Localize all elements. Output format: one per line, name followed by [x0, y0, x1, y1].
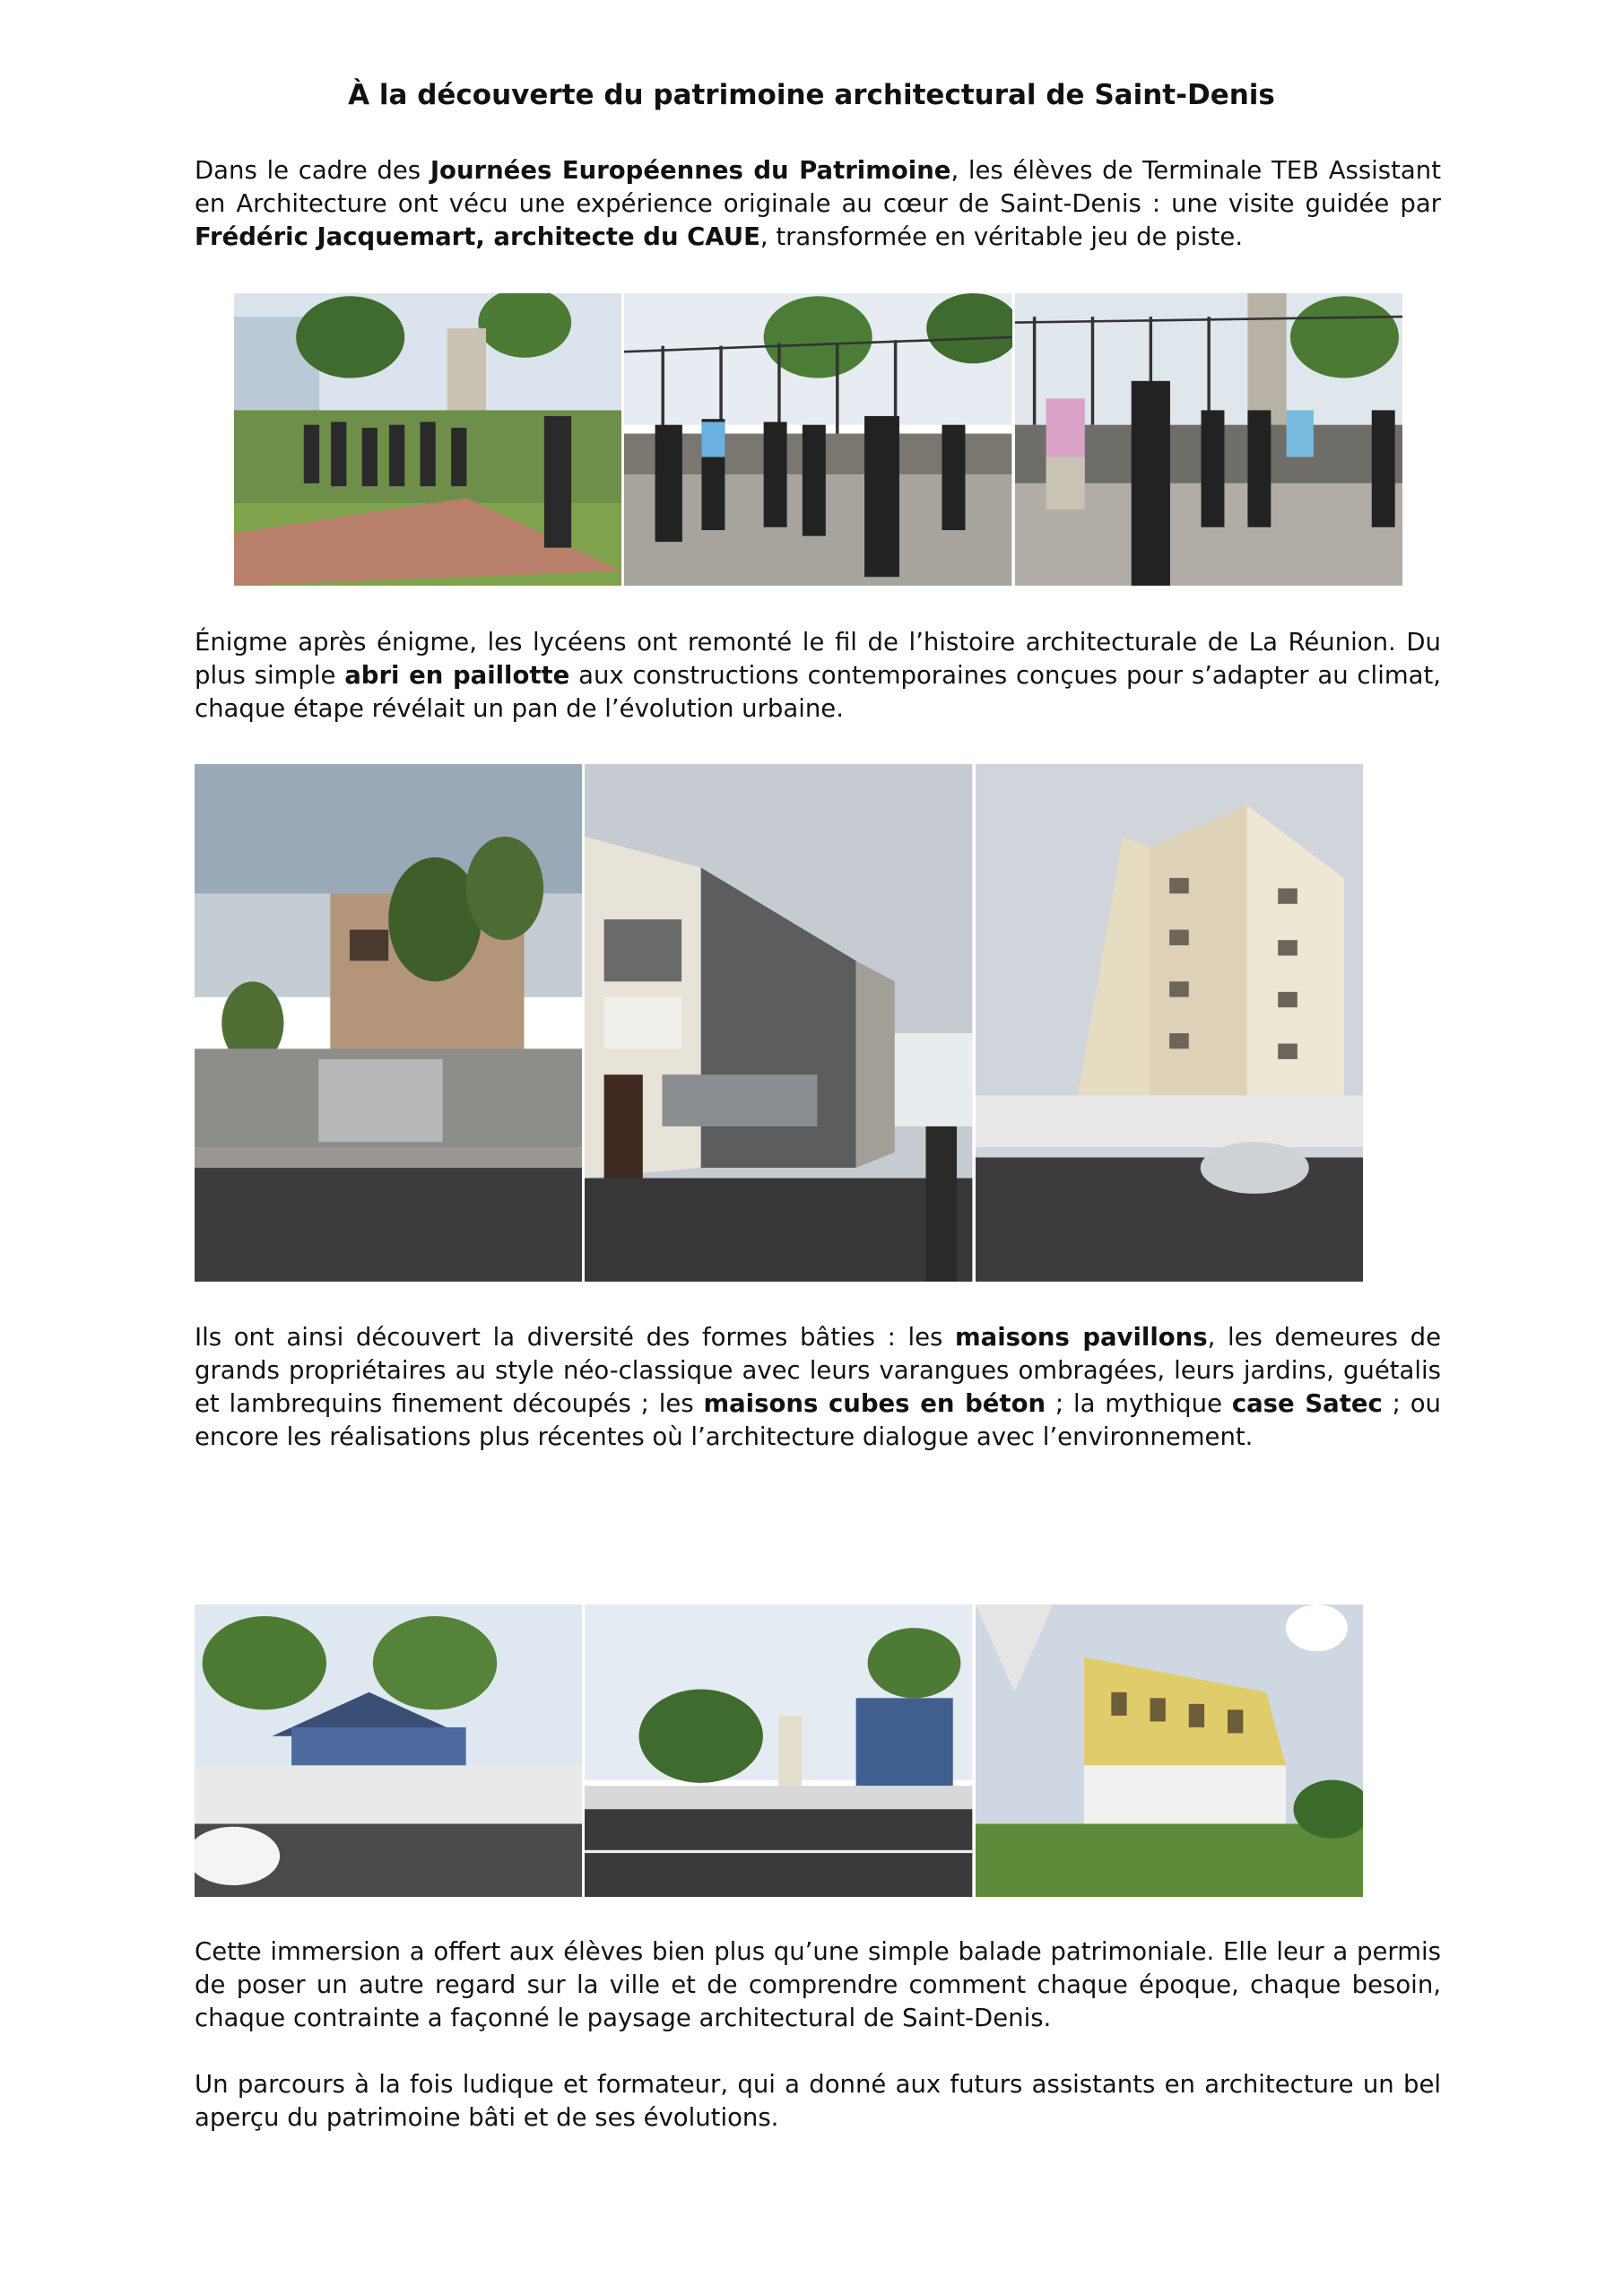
photo-yellow-manor — [976, 1605, 1363, 1897]
page-title: À la découverte du patrimoine architectural de Saint-Denis — [348, 79, 1275, 111]
photo-strip-buildings — [195, 764, 1363, 1282]
immersion-paragraph: Cette immersion a offert aux élèves bien plus qu’une simple balade patrimoniale. Elle leur a permis de poser un autre regard sur la ville et de comprendre comment chaque époque, chaque besoin, chaque contrainte a façonné le paysage architectural de Saint-Denis. — [195, 1937, 1441, 2032]
formes-paragraph: Ils ont ainsi découvert la diversité des formes bâties : les maisons pavillons, les demeures de grands propriétaires au style néo-classique avec leurs varangues ombragées, leurs jardins, guétalis et lambrequins finement découpés ; les maisons cubes en béton ; la mythique case Satec ; ou encore les réalisations plus récentes où l’architecture dialogue avec l’environnement. — [195, 1323, 1441, 1451]
parcours-paragraph: Un parcours à la fois ludique et formateur, qui a donné aux futurs assistants en architecture un bel aperçu du patrimoine bâti et de ses évolutions. — [195, 2070, 1441, 2132]
intro-paragraph: Dans le cadre des Journées Européennes du Patrimoine, les élèves de Terminale TEB Assistant en Architecture ont vécu une expérience originale au cœur de Saint-Denis : une visite guidée par Frédéric Jacquemart, architecte du CAUE, transformée en véritable jeu de piste. — [195, 156, 1441, 251]
photo-strip-creole-houses — [195, 1605, 1363, 1897]
photo-blue-house — [195, 1605, 582, 1897]
photo-gate-house — [585, 1605, 972, 1897]
photo-students-garden — [234, 293, 621, 586]
enigme-paragraph: Énigme après énigme, les lycéens ont remonté le fil de l’histoire architecturale de La Réunion. Du plus simple abri en paillotte aux constructions contemporaines conçues pour s’adapter au climat, chaque étape révélait un pan de l’évolution urbaine. — [195, 628, 1441, 723]
photo-building-modern — [585, 764, 972, 1282]
photo-building-palms — [195, 764, 582, 1282]
photo-building-tower — [976, 764, 1363, 1282]
photo-students-street — [624, 293, 1011, 586]
photo-students-fence — [1015, 293, 1402, 586]
photo-strip-students — [234, 293, 1402, 586]
